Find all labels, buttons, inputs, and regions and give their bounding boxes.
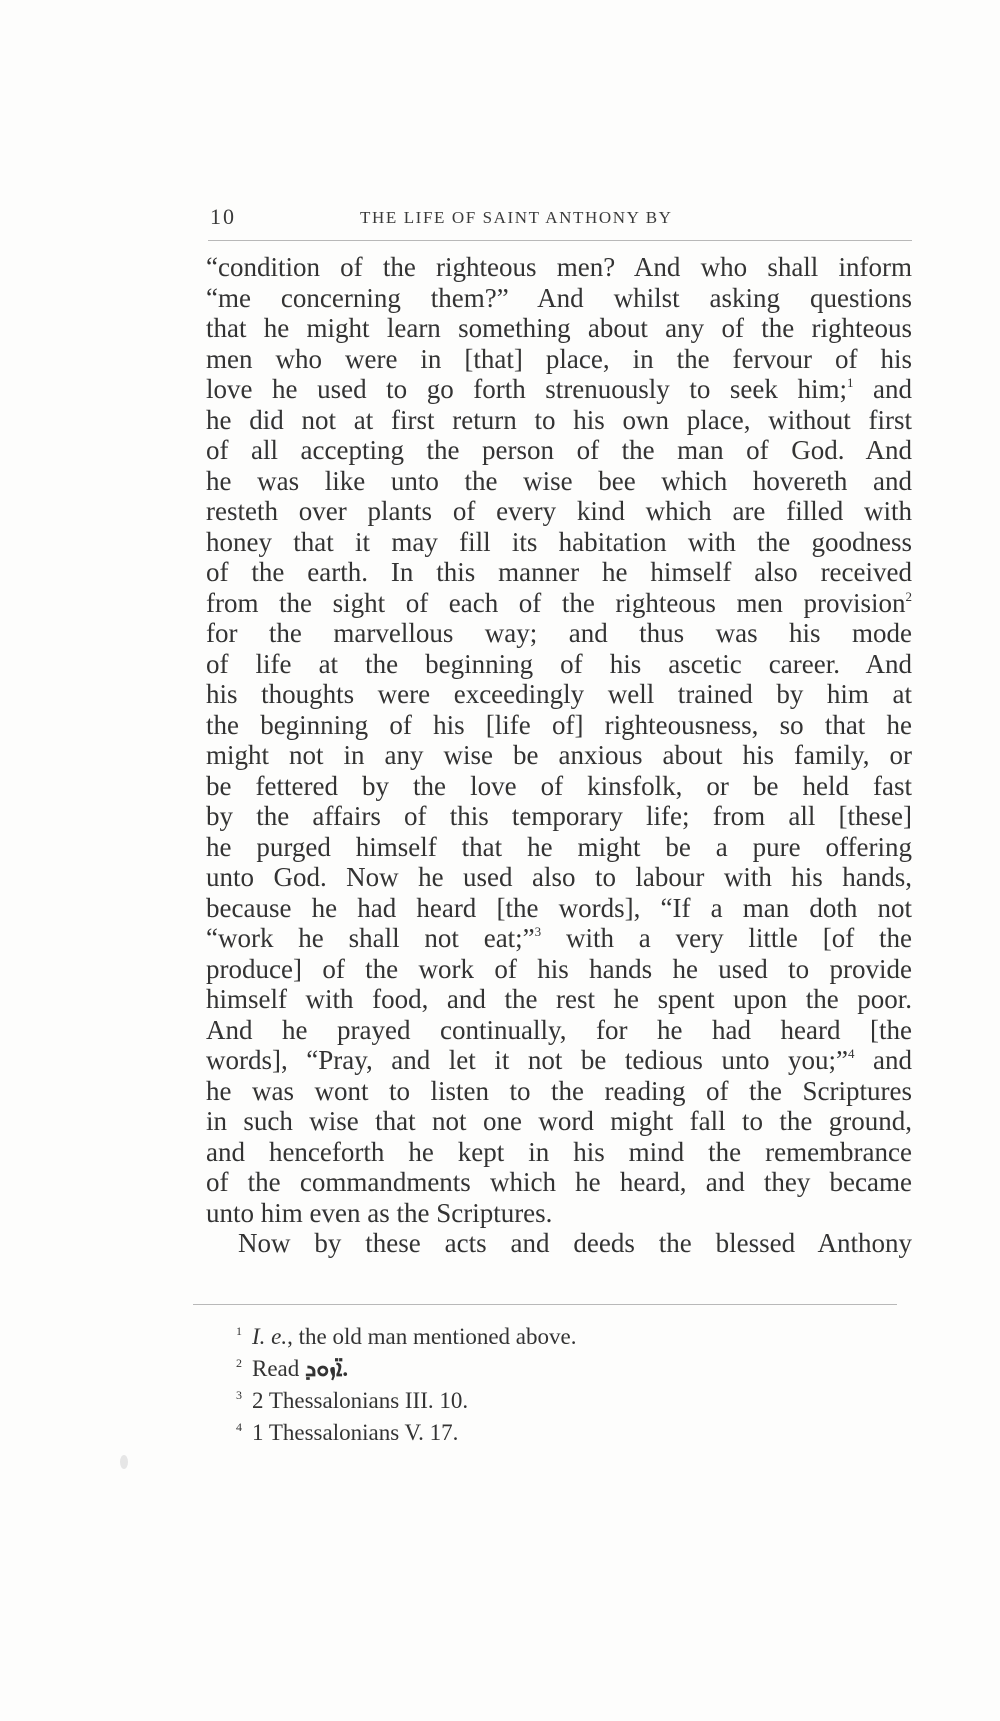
footnote-ref: 2: [905, 588, 912, 604]
text-line: be fettered by the love of kinsfolk, or be held fast: [206, 770, 912, 801]
text-line: honey that it may fill its habitation with the goodness: [206, 526, 912, 557]
text-line: himself with food, and the rest he spent upon the poor.: [206, 984, 912, 1014]
footnote: $^3$ 2 Thessalonians III. 10.: [236, 1388, 469, 1413]
text-line: produce] of the work of his hands he used to provide: [206, 953, 912, 984]
text-line: that he might learn something about any of the righteous: [206, 313, 912, 343]
footnote-ref: 3: [534, 924, 542, 939]
text-line: resteth over plants of every kind which are filled with: [206, 496, 912, 526]
text-line: he was like unto the wise bee which hovereth and: [206, 465, 912, 496]
syriac-word: ܐ̈ܙܘܕ.: [305, 1356, 349, 1381]
text-line: men who were in [that] place, in the fervour of his: [206, 343, 912, 374]
text-line: he did not at first return to his own place, without first: [206, 404, 912, 435]
text-line: of the earth. In this manner he himself also received: [206, 557, 912, 587]
header-rule: [208, 240, 912, 241]
text-line: unto him even as the Scriptures.: [206, 1197, 553, 1228]
text-line: from the sight of each of the righteous men provision$^2$: [206, 587, 912, 618]
text-line: of the commandments which he heard, and they became: [206, 1167, 912, 1197]
footnote-ref: 4: [847, 1046, 855, 1061]
page-header: [210, 204, 910, 232]
text-line: Now by these acts and deeds the blessed Anthony: [238, 1228, 912, 1258]
text-line: by the affairs of this temporary life; from all [these]: [206, 801, 912, 831]
text-line: might not in any wise be anxious about his family, or: [206, 740, 912, 770]
running-title: THE LIFE OF SAINT ANTHONY BY: [360, 208, 673, 227]
footnote-rule: [193, 1304, 897, 1305]
text-line: he was wont to listen to the reading of the Scriptures: [206, 1075, 912, 1106]
page-smudge: [120, 1455, 128, 1469]
text-line: his thoughts were exceedingly well trained by him at: [206, 679, 912, 709]
text-line: “condition of the righteous men? And who shall inform: [206, 252, 912, 282]
body-text: [206, 252, 912, 1259]
text-line: he purged himself that he might be a pure offering: [206, 831, 912, 862]
text-line: in such wise that not one word might fall to the ground,: [206, 1106, 912, 1136]
text-line: And he prayed continually, for he had heard [the: [206, 1014, 912, 1045]
text-line: “me concerning them?” And whilst asking questions: [206, 282, 912, 313]
footnotes: [236, 1318, 696, 1446]
footnote-ref: 1: [846, 375, 854, 390]
text-line: words], “Pray, and let it not be tedious unto you;”$^4$ and: [206, 1045, 913, 1075]
text-line: and henceforth he kept in his mind the remembrance: [206, 1136, 912, 1167]
text-line: for the marvellous way; and thus was his mode: [206, 618, 912, 648]
text-line: of all accepting the person of the man of God. And: [206, 435, 912, 465]
footnote: $^4$ 1 Thessalonians V. 17.: [236, 1420, 459, 1445]
text-line: “work he shall not eat;”$^3$ with a very little [of the: [206, 923, 912, 953]
text-line: because he had heard [the words], “If a man doth not: [206, 892, 912, 923]
footnote: $^2$ Read ܐ̈ܙܘܕ.: [236, 1356, 349, 1381]
text-line: unto God. Now he used also to labour with his hands,: [206, 862, 912, 892]
text-line: the beginning of his [life of] righteousness, so that he: [206, 709, 912, 740]
text-line: love he used to go forth strenuously to seek him;$^1$ and: [206, 374, 913, 404]
text-line: of life at the beginning of his ascetic career. And: [206, 648, 912, 679]
page-number: 10: [210, 204, 236, 229]
footnote: $^1$ I. e., the old man mentioned above.: [236, 1324, 577, 1349]
